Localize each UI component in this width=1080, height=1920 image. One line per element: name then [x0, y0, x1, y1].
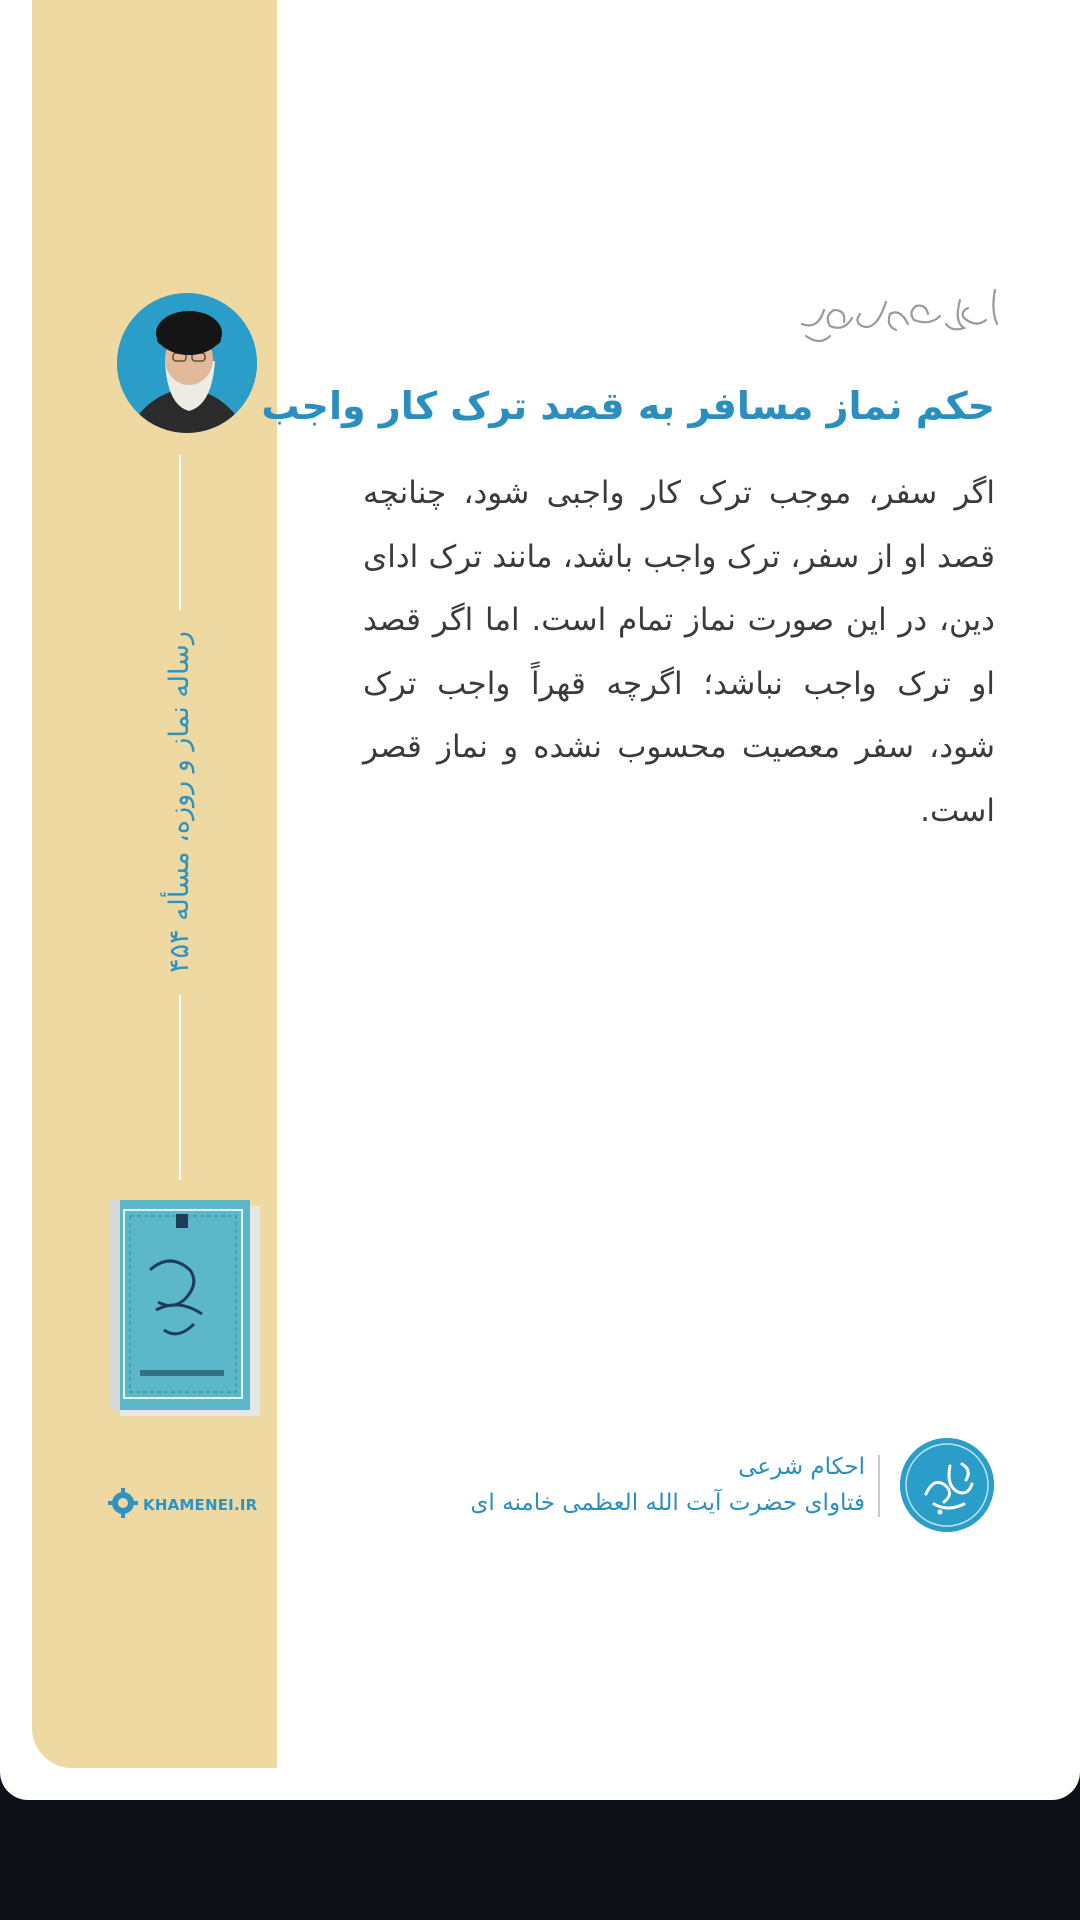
- footer-divider: [878, 1455, 880, 1517]
- page-title: حکم نماز مسافر به قصد ترک کار واجب: [261, 384, 995, 428]
- fiqh-emblem-icon: [900, 1438, 994, 1532]
- footer-category: احکام شرعی: [738, 1454, 865, 1480]
- source-reference-label: رساله نماز و روزه، مسأله ۴۵۴: [164, 631, 195, 973]
- gear-logo-icon: [107, 1487, 139, 1523]
- basmala-calligraphy: [790, 280, 1005, 355]
- book-cover-image: [110, 1200, 260, 1418]
- logo-text: KHAMENEI.IR: [143, 1496, 258, 1514]
- footer-source: فتاوای حضرت آیت الله العظمی خامنه ای: [470, 1490, 865, 1516]
- site-logo[interactable]: [107, 1488, 272, 1522]
- sidebar-divider-bottom: [179, 995, 181, 1180]
- ruling-text: اگر سفر، موجب ترک کار واجبی شود، چنانچه قصد او از سفر، ترک واجب باشد، مانند ترک ادای دین، در این صورت نماز تمام است. اما اگر قصد او ترک واجب نباشد؛ اگرچه قهراً واجب ترک شود، سفر معصیت محسوب نشده و نماز قصر است.: [363, 475, 995, 829]
- portrait-avatar: [117, 293, 257, 433]
- sidebar: [32, 0, 277, 1768]
